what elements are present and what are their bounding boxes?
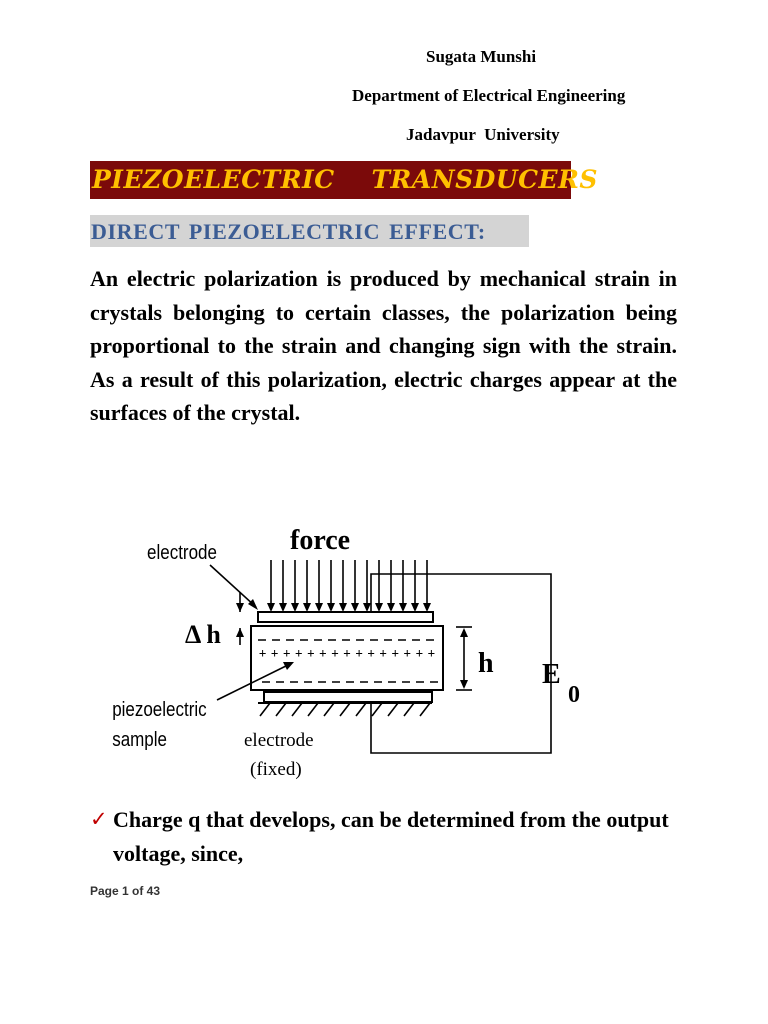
- bottom-electrode: [264, 692, 432, 702]
- sample-label-line2: sample: [112, 727, 167, 751]
- section-heading: DIRECT PIEZOELECTRIC EFFECT:: [91, 219, 486, 244]
- plus-charges: + + + + + + + + + + + + + + +: [259, 646, 435, 660]
- force-label: force: [290, 525, 351, 556]
- body-paragraph: An electric polarization is produced by mechanical strain in crystals belonging to certain classes, the polarization being proportional to the strain and changing sign with the strain. As a result of this polarization, electric charges appear at the surfaces of the crystal.: [90, 266, 677, 425]
- fixed-electrode-label-line2: (fixed): [250, 759, 302, 780]
- ground-hatch: [260, 703, 430, 716]
- fixed-electrode-label-line1: electrode: [244, 730, 314, 751]
- author-name: Sugata Munshi: [426, 47, 537, 66]
- department-name: Department of Electrical Engineering: [352, 86, 626, 105]
- e-subscript: 0: [568, 682, 580, 708]
- checkmark-icon: ✓: [90, 807, 108, 831]
- university-name: Jadavpur University: [406, 125, 560, 144]
- delta-h-label: Δ h: [185, 620, 221, 649]
- top-electrode: [258, 612, 433, 622]
- document-title: PIEZOELECTRIC TRANSDUCERS: [92, 165, 598, 194]
- page-number: Page 1 of 43: [90, 884, 161, 898]
- e-label: E: [542, 659, 561, 690]
- force-arrows: [271, 560, 427, 607]
- sample-label-line1: piezoelectric: [112, 697, 207, 721]
- electrode-label: electrode: [147, 540, 217, 564]
- output-circuit-wire: [371, 574, 551, 753]
- bullet-text: Charge q that develops, can be determined from the output voltage, since,: [113, 807, 669, 866]
- h-label: h: [478, 648, 494, 679]
